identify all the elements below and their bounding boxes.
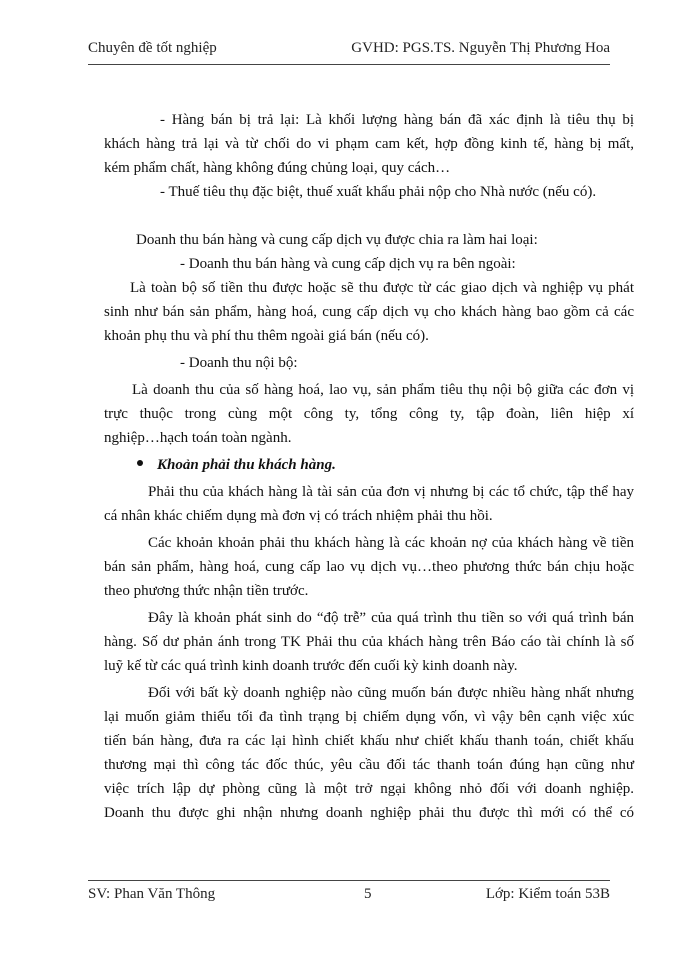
paragraph-line: theo phương thức nhận tiền trước.: [104, 583, 309, 599]
paragraph-line: sinh như bán sản phẩm, hàng hoá, cung cấp dịch vụ cho khách hàng bao gồm cả các: [104, 304, 634, 320]
header-divider: [88, 64, 610, 65]
paragraph-line: Các khoản khoản phải thu khách hàng là các khoản nợ của khách hàng về tiền: [148, 535, 634, 551]
paragraph-line: khách hàng trả lại và từ chối do vi phạm cam kết, hợp đồng kinh tế, hàng bị mất,: [104, 136, 634, 152]
paragraph-line: nghiệp…hạch toán toàn ngành.: [104, 430, 292, 446]
bullet-icon: [137, 460, 143, 466]
paragraph-line: bán sản phẩm, hàng hoá, cung cấp lao vụ dịch vụ…theo phương thức bán chịu hoặc: [104, 559, 634, 575]
paragraph-line: Đây là khoản phát sinh do “độ trễ” của quá trình thu tiền so với quá trình bán: [148, 610, 634, 626]
paragraph-line: Là toàn bộ số tiền thu được hoặc sẽ thu được từ các giao dịch và nghiệp vụ phát: [130, 280, 634, 296]
paragraph-line: cá nhân khác chiếm dụng mà đơn vị có trách nhiệm phải thu hồi.: [104, 508, 493, 524]
paragraph-line: Doanh thu bán hàng và cung cấp dịch vụ được chia ra làm hai loại:: [136, 232, 538, 248]
section-heading: [112, 453, 634, 477]
paragraph-gap: [112, 204, 634, 228]
paragraph-line: trực thuộc trong cùng một công ty, tổng công ty, tập đoàn, liên hiệp xí: [104, 406, 634, 422]
list-item: - Doanh thu bán hàng và cung cấp dịch vụ ra bên ngoài:: [180, 256, 516, 272]
section-heading-text: Khoản phải thu khách hàng.: [157, 457, 336, 473]
paragraph-line: thương mại thì công tác đốc thúc, yêu cầu đối tác thanh toán đúng hạn cũng như: [104, 757, 634, 773]
paragraph-line: kém phẩm chất, hàng không đúng chủng loại, quy cách…: [104, 160, 451, 176]
paragraph-line: luỹ kế từ các quá trình kinh doanh trước đến cuối kỳ kinh doanh này.: [104, 658, 518, 674]
paragraph-line: Đối với bất kỳ doanh nghiệp nào cũng muốn bán được nhiều hàng nhất nhưng: [148, 685, 634, 701]
header-topic: Chuyên đề tốt nghiệp: [88, 40, 217, 56]
paragraph-line: - Hàng bán bị trả lại: Là khối lượng hàng bán đã xác định là tiêu thụ bị: [160, 112, 634, 128]
paragraph-line: hàng. Số dư phản ánh trong TK Phải thu của khách hàng trên Báo cáo tài chính là số: [104, 634, 634, 650]
paragraph-line: Là doanh thu của số hàng hoá, lao vụ, sản phẩm tiêu thụ nội bộ giữa các đơn vị: [132, 382, 634, 398]
paragraph-line: lại muốn giảm thiểu tối đa tình trạng bị chiếm dụng vốn, vì vậy bên cạnh việc xúc: [104, 709, 634, 725]
paragraph-line: tiến bán hàng, đưa ra các lại hình chiết khấu như chiết khấu thanh toán, chiết khấu: [104, 733, 634, 749]
paragraph-line: việc trích lập dự phòng cũng là một trở ngại không nhỏ đối với doanh nghiệp.: [104, 781, 634, 797]
header-advisor: GVHD: PGS.TS. Nguyễn Thị Phương Hoa: [351, 40, 610, 56]
page-number: 5: [364, 886, 372, 902]
paragraph-line: khoản phụ thu và phí thu thêm ngoài giá bán (nếu có).: [104, 328, 429, 344]
list-item: - Doanh thu nội bộ:: [180, 355, 298, 371]
footer-class: Lớp: Kiểm toán 53B: [485, 886, 610, 902]
document-body: [104, 108, 634, 825]
paragraph-line: - Thuế tiêu thụ đặc biệt, thuế xuất khẩu phải nộp cho Nhà nước (nếu có).: [160, 184, 597, 200]
footer-student: SV: Phan Văn Thông: [88, 886, 216, 902]
footer-divider: [88, 880, 610, 881]
page-footer: [88, 886, 610, 903]
paragraph-line: Phải thu của khách hàng là tài sản của đơn vị nhưng bị các tổ chức, tập thể hay: [148, 484, 634, 500]
paragraph-line: Doanh thu được ghi nhận nhưng doanh nghiệp phải thu được thì mới có thể có: [104, 805, 634, 821]
page-header: [88, 40, 610, 57]
